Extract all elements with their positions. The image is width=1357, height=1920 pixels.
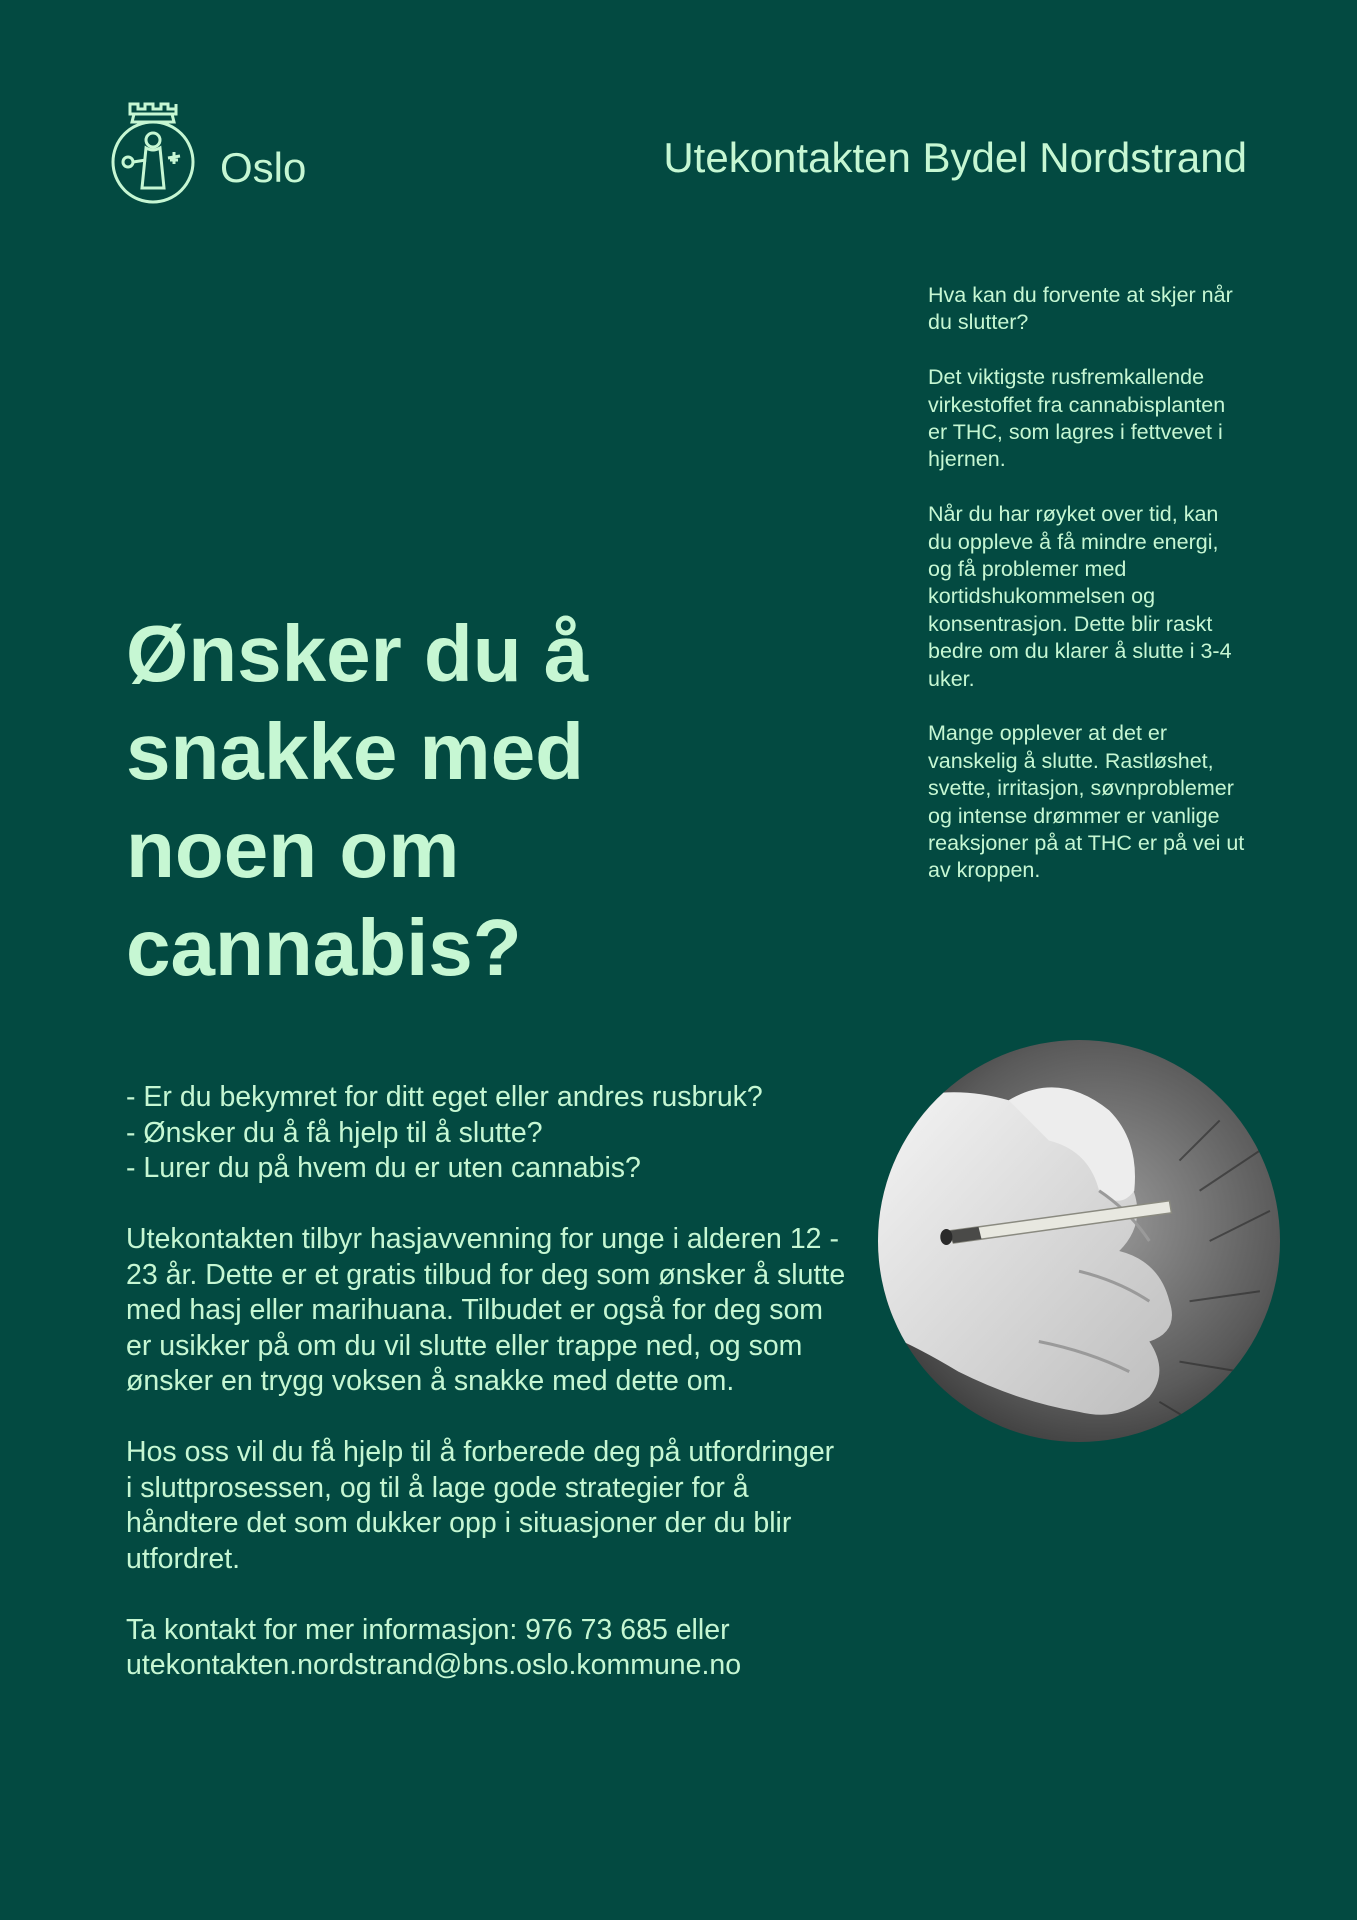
headline: Ønsker du å snakke med noen om cannabis? [126, 609, 589, 992]
sidebar-thc: Det viktigste rusfremkallende virkestoffet fra cannabisplanten er THC, som lagres i fettvevet i hjernen. [928, 365, 1226, 472]
sidebar-info [928, 282, 1248, 912]
hand-photo [878, 1040, 1280, 1442]
sidebar-withdrawal: Mange opplever at det er vanskelig å slutte. Rastløshet, svette, irritasjon, søvnproblemer og intense drømmer er vanlige reaksjoner på at THC er på vei ut av kroppen. [928, 721, 1245, 883]
sidebar-question: Hva kan du forvente at skjer når du slutter? [928, 283, 1233, 335]
oslo-logo [108, 100, 306, 210]
sidebar-effects: Når du har røyket over tid, kan du oppleve å få mindre energi, og få problemer med kortidshukommelsen og konsentrasjon. Dette blir raskt bedre om du klarer å slutte i 3-4 uker. [928, 502, 1232, 691]
header-title: Utekontakten Bydel Nordstrand [663, 134, 1247, 181]
oslo-coat-of-arms-icon [108, 100, 198, 210]
contact-paragraph: Ta kontakt for mer informasjon: 976 73 685 eller utekontakten.nordstrand@bns.oslo.kommune.no [126, 1613, 742, 1681]
question-item: - Ønsker du å få hjelp til å slutte? [126, 1116, 543, 1149]
question-item: - Er du bekymret for ditt eget eller andres rusbruk? [126, 1081, 763, 1113]
hand-holding-joint-image [878, 1040, 1280, 1442]
help-paragraph: Hos oss vil du få hjelp til å forberede deg på utfordringer i sluttprosessen, og til å lage gode strategier for å håndtere det som dukker opp i situasjoner der du blir utfordret. [126, 1436, 835, 1575]
question-list [126, 1080, 846, 1187]
question-item: - Lurer du på hvem du er uten cannabis? [126, 1152, 641, 1184]
logo-text: Oslo [220, 144, 307, 191]
body-text [126, 1080, 846, 1719]
offer-paragraph: Utekontakten tilbyr hasjavvenning for unge i alderen 12 - 23 år. Dette er et gratis tilbud for deg som ønsker å slutte med hasj eller marihuana. Tilbudet er også for deg som er usikker på om du vil slutte eller trappe ned, og som ønsker en trygg voksen å snakke med dette om. [126, 1223, 846, 1397]
